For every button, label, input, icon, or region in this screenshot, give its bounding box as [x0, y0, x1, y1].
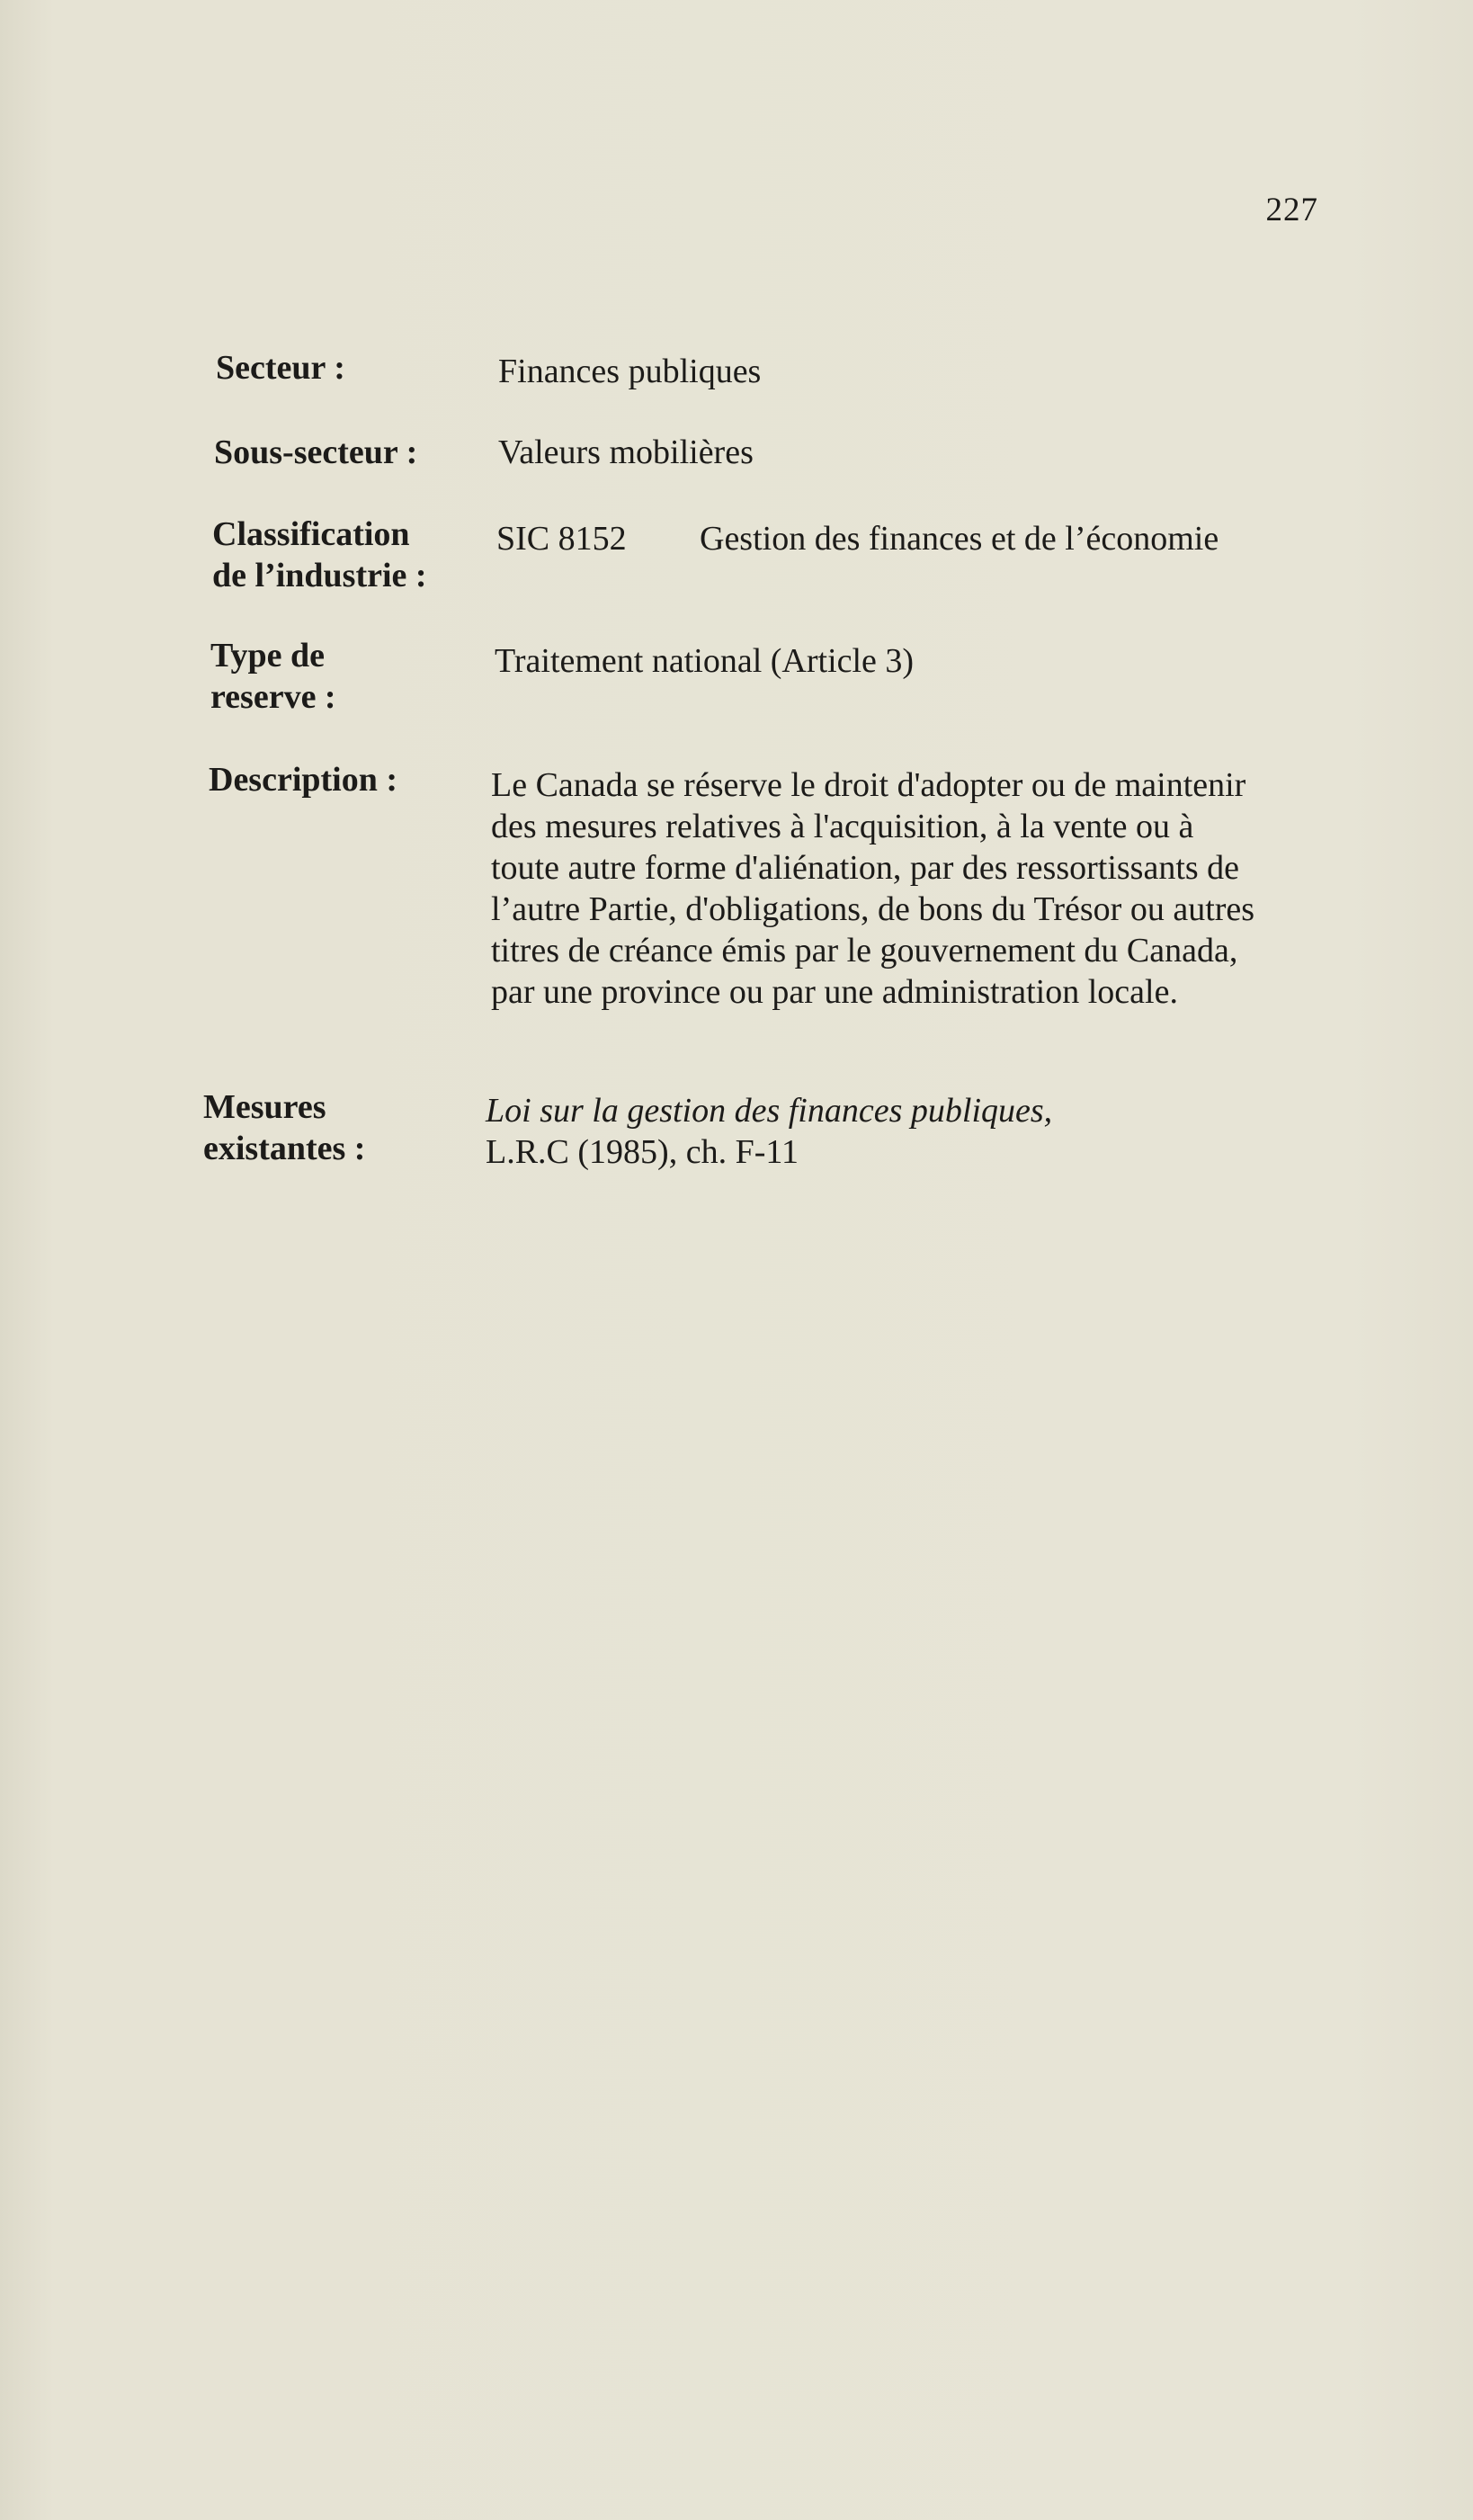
secteur-label: Secteur :	[216, 349, 345, 387]
classification-label-line1: Classification	[212, 515, 410, 553]
type-reserve-label	[210, 635, 336, 718]
mesures-value	[486, 1090, 1052, 1173]
sous-secteur-label: Sous-secteur :	[214, 433, 418, 471]
classification-label	[212, 514, 427, 596]
classification-description: Gestion des finances et de l’économie	[700, 520, 1219, 558]
description-label: Description :	[209, 761, 398, 799]
page-number: 227	[1265, 192, 1318, 228]
type-reserve-label-line1: Type de	[210, 637, 326, 675]
classification-value	[496, 518, 1219, 559]
mesures-law-title: Loi sur la gestion des finances publiques,	[486, 1092, 1053, 1130]
mesures-label-line2: existantes :	[203, 1130, 366, 1167]
mesures-label-line1: Mesures	[203, 1088, 326, 1126]
mesures-label	[203, 1086, 365, 1169]
classification-label-line2: de l’industrie :	[212, 557, 427, 594]
type-reserve-label-line2: reserve :	[210, 678, 336, 716]
description-value: Le Canada se réserve le droit d'adopter ou de maintenir des mesures relatives à l'acquisition, à la vente ou à toute autre forme d'aliénation, par des ressortissants de l’autre Partie, d'obligations, de bons du Trésor ou autres titres de créance émis par le gouvernement du Canada, par une province ou par une administration locale.	[491, 766, 1255, 1011]
type-reserve-value: Traitement national (Article 3)	[495, 642, 915, 680]
sic-code: SIC 8152	[496, 520, 627, 558]
sous-secteur-value: Valeurs mobilières	[498, 433, 754, 471]
mesures-law-reference: L.R.C (1985), ch. F-11	[486, 1133, 799, 1171]
secteur-value: Finances publiques	[498, 353, 762, 390]
